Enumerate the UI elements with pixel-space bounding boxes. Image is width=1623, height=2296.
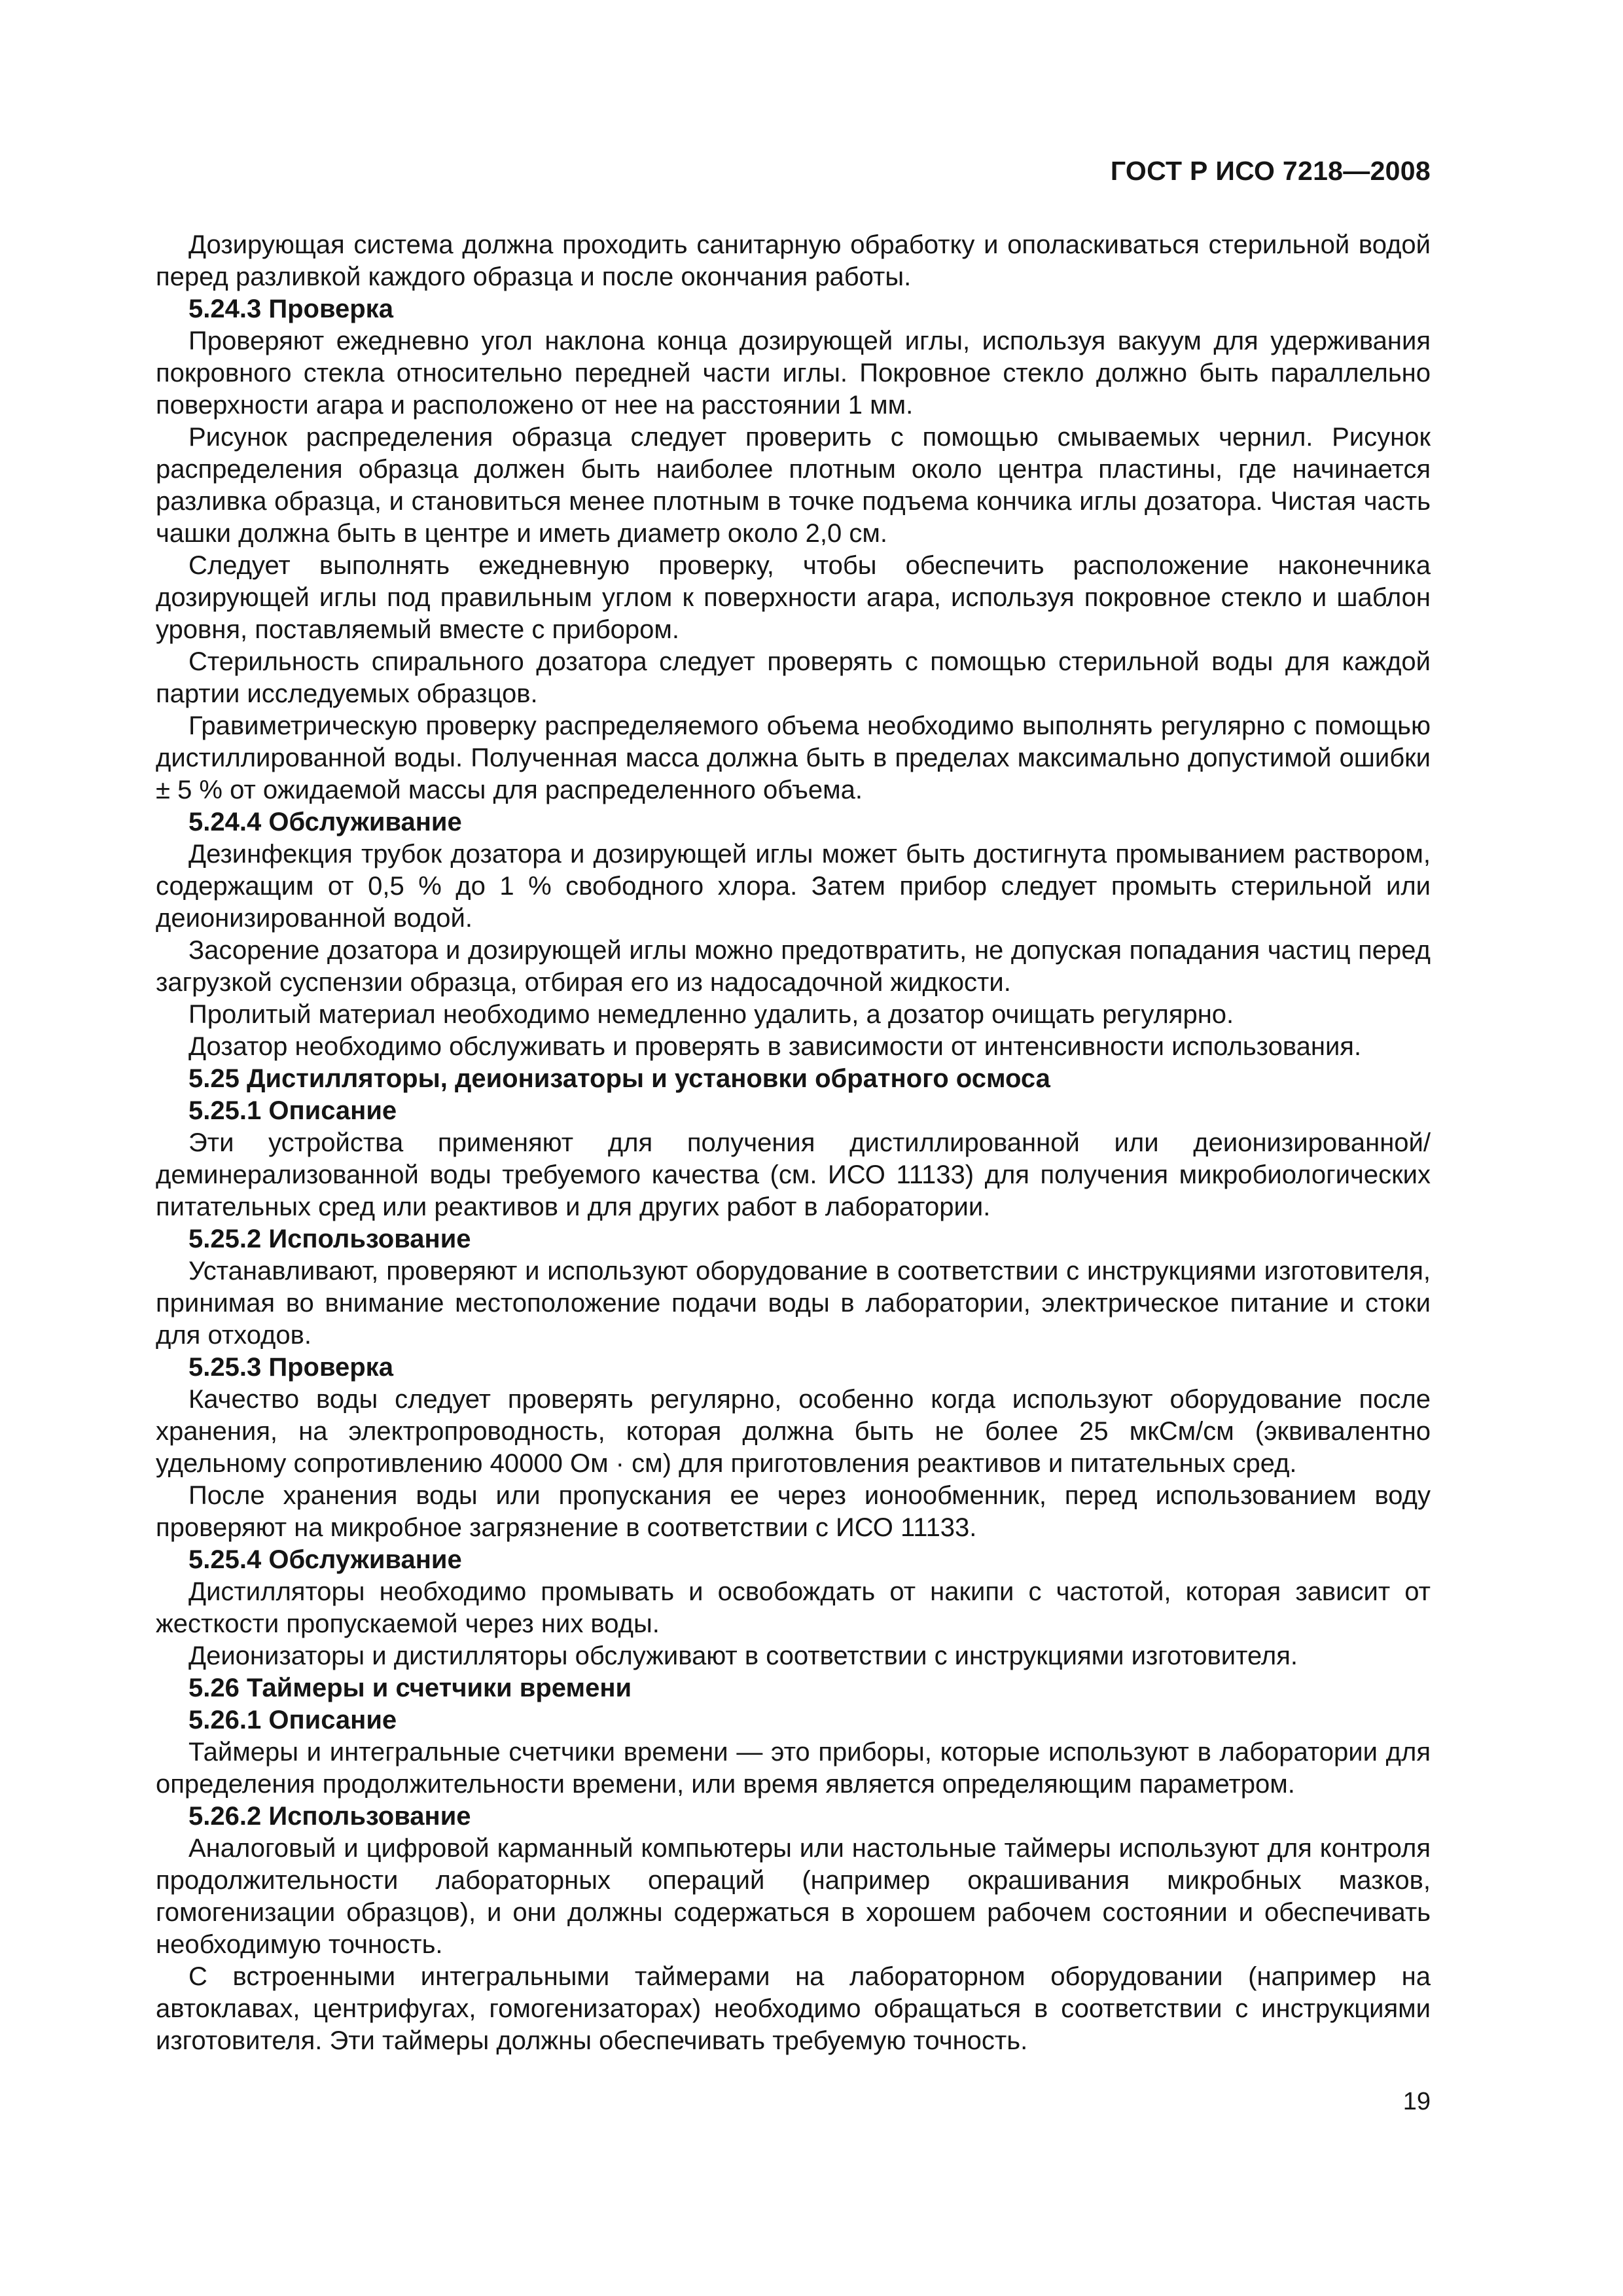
section-heading: 5.26.2 Использование	[188, 1802, 471, 1831]
section-heading: 5.25.2 Использование	[188, 1225, 471, 1253]
page-number: 19	[1402, 2088, 1431, 2115]
paragraph: Дозирующая система должна проходить санитарную обработку и ополаскиваться стерильной водой перед разливкой каждого образца и после окончания работы.	[156, 230, 1431, 291]
paragraph: Дозатор необходимо обслуживать и проверять в зависимости от интенсивности использования.	[188, 1032, 1362, 1061]
document-body	[156, 229, 1431, 2057]
paragraph: Аналоговый и цифровой карманный компьютеры или настольные таймеры используют для контроля продолжительности лабораторных операций (например окрашивания микробных мазков, гомогенизации образцов), и они должны содержаться в хорошем рабочем состоянии и обеспечивать необходимую точность.	[156, 1834, 1431, 1959]
section-heading: 5.25 Дистилляторы, деионизаторы и установки обратного осмоса	[188, 1064, 1050, 1093]
paragraph: Рисунок распределения образца следует проверить с помощью смываемых чернил. Рисунок распределения образца должен быть наиболее плотным около центра пластины, где начинается разливка образца, и становиться менее плотным в точке подъема кончика иглы дозатора. Чистая часть чашки должна быть в центре и иметь диаметр около 2,0 см.	[156, 423, 1431, 548]
paragraph: Гравиметрическую проверку распределяемого объема необходимо выполнять регулярно с помощью дистиллированной воды. Полученная масса должна быть в пределах максимально допустимой ошибки ± 5 % от ожидаемой массы для распределенного объема.	[156, 711, 1431, 804]
paragraph: Устанавливают, проверяют и используют оборудование в соответствии с инструкциями изготовителя, принимая во внимание местоположение подачи воды в лаборатории, электрическое питание и стоки для отходов.	[156, 1257, 1431, 1350]
section-heading: 5.24.4 Обслуживание	[188, 808, 462, 836]
section-heading: 5.26 Таймеры и счетчики времени	[188, 1674, 632, 1702]
section-heading: 5.25.4 Обслуживание	[188, 1545, 462, 1574]
paragraph: Пролитый материал необходимо немедленно удалить, а дозатор очищать регулярно.	[188, 1000, 1234, 1029]
paragraph: После хранения воды или пропускания ее через ионообменник, перед использованием воду проверяют на микробное загрязнение в соответствии с ИСО 11133.	[156, 1481, 1431, 1542]
paragraph: Проверяют ежедневно угол наклона конца дозирующей иглы, используя вакуум для удерживания покровного стекла относительно передней части иглы. Покровное стекло должно быть параллельно поверхности агара и расположено от нее на расстоянии 1 мм.	[156, 327, 1431, 420]
paragraph: Стерильность спирального дозатора следует проверять с помощью стерильной воды для каждой партии исследуемых образцов.	[156, 647, 1431, 708]
paragraph: Деионизаторы и дистилляторы обслуживают в соответствии с инструкциями изготовителя.	[188, 1641, 1298, 1670]
paragraph: Эти устройства применяют для получения дистиллированной или деионизированной/деминерализованной воды требуемого качества (см. ИСО 11133) для получения микробиологических питательных сред или реактивов и для других работ в лаборатории.	[156, 1128, 1431, 1221]
paragraph: Таймеры и интегральные счетчики времени — это приборы, которые используют в лаборатории для определения продолжительности времени, или время является определяющим параметром.	[156, 1738, 1431, 1799]
page-header-standard-id: ГОСТ Р ИСО 7218—2008	[1110, 156, 1431, 186]
paragraph: Следует выполнять ежедневную проверку, чтобы обеспечить расположение наконечника дозирующей иглы под правильным углом к поверхности агара, используя покровное стекло и шаблон уровня, поставляемый вместе с прибором.	[156, 551, 1431, 644]
paragraph: Качество воды следует проверять регулярно, особенно когда используют оборудование после хранения, на электропроводность, которая должна быть не более 25 мкСм/см (эквивалентно удельному сопротивлению 40000 Ом · см) для приготовления реактивов и питательных сред.	[156, 1385, 1431, 1478]
section-heading: 5.26.1 Описание	[188, 1706, 397, 1734]
paragraph: Дезинфекция трубок дозатора и дозирующей иглы может быть достигнута промыванием раствором, содержащим от 0,5 % до 1 % свободного хлора. Затем прибор следует промыть стерильной или деионизированной водой.	[156, 840, 1431, 933]
paragraph: Засорение дозатора и дозирующей иглы можно предотвратить, не допуская попадания частиц перед загрузкой суспензии образца, отбирая его из надосадочной жидкости.	[156, 936, 1431, 997]
section-heading: 5.24.3 Проверка	[188, 295, 393, 323]
paragraph: Дистилляторы необходимо промывать и освобождать от накипи с частотой, которая зависит от жесткости пропускаемой через них воды.	[156, 1577, 1431, 1638]
paragraph: С встроенными интегральными таймерами на лабораторном оборудовании (например на автоклавах, центрифугах, гомогенизаторах) необходимо обращаться в соответствии с инструкциями изготовителя. Эти таймеры должны обеспечивать требуемую точность.	[156, 1962, 1431, 2055]
section-heading: 5.25.3 Проверка	[188, 1353, 393, 1382]
section-heading: 5.25.1 Описание	[188, 1096, 397, 1125]
